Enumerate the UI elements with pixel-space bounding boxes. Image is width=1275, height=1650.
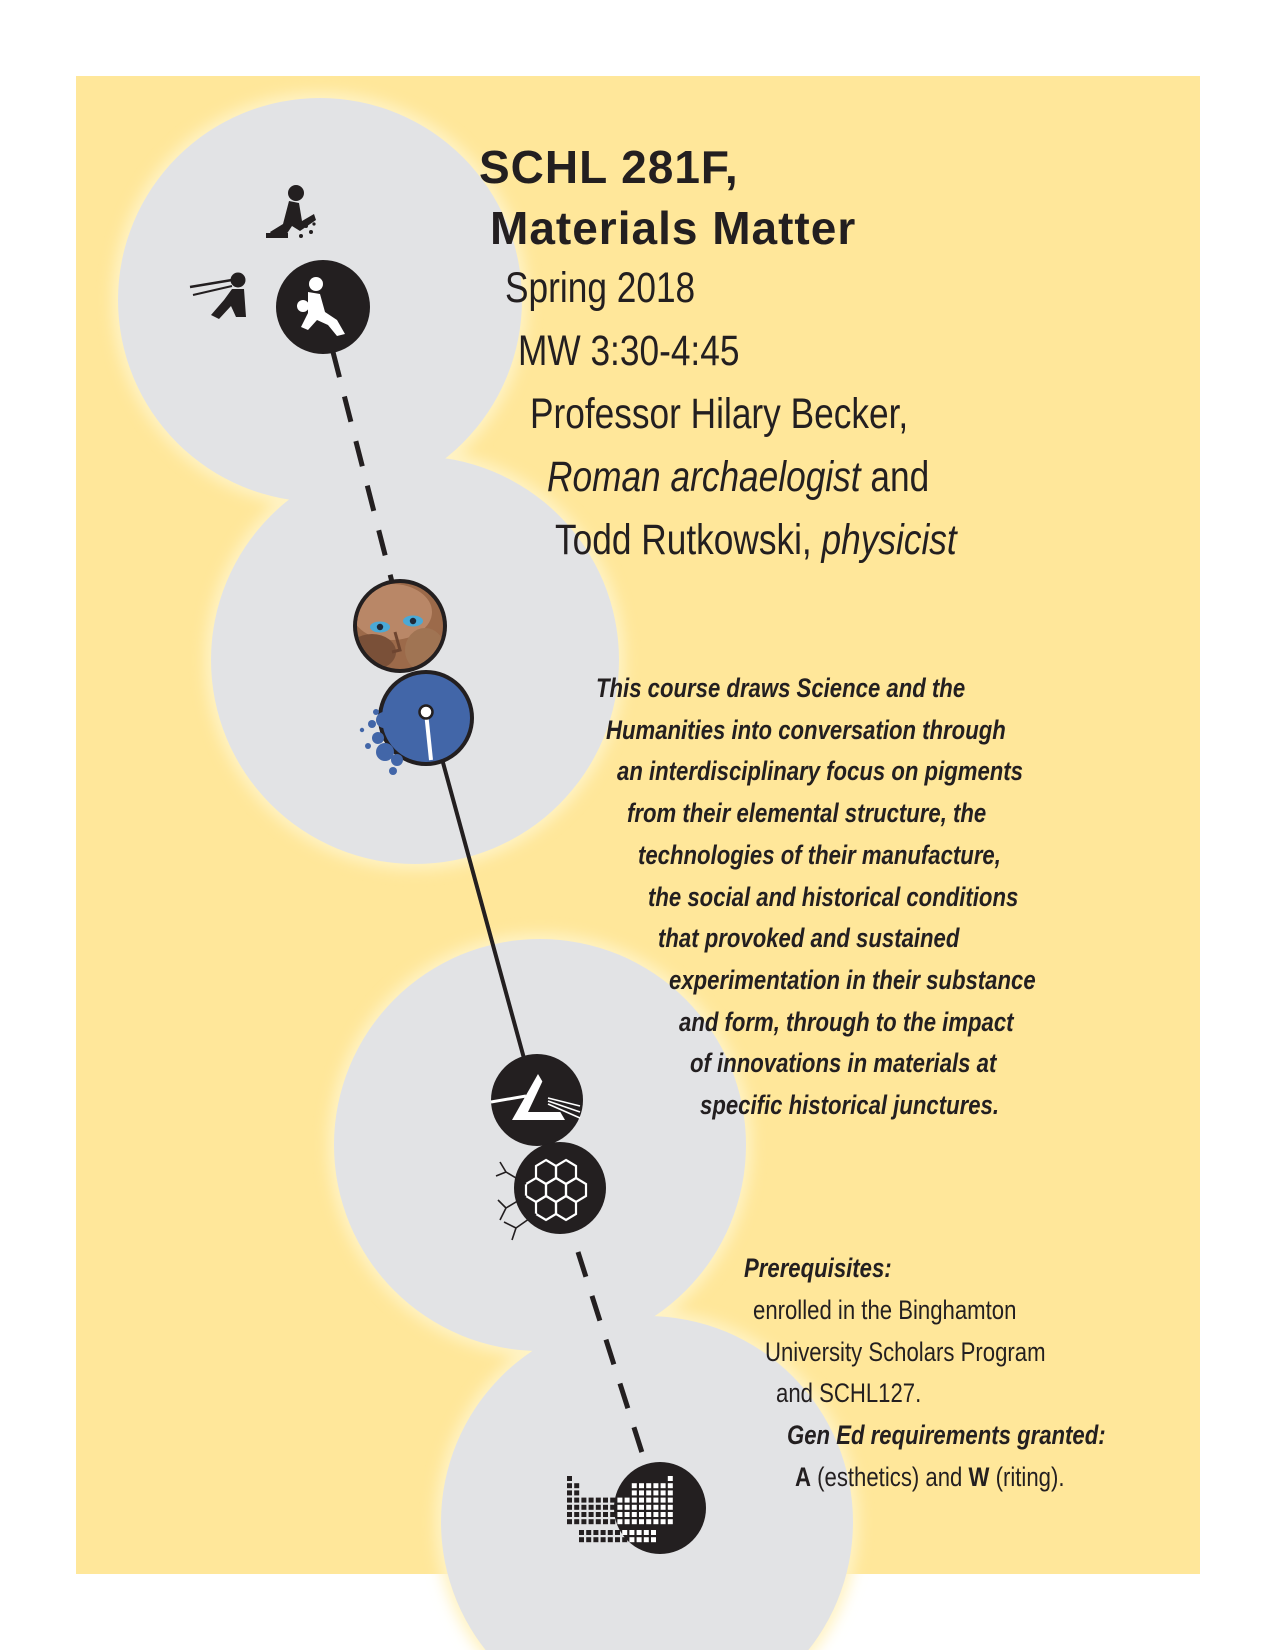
description-line: of innovations in materials at bbox=[689, 1048, 996, 1079]
gened-a-rest: (esthetics) and bbox=[817, 1462, 963, 1492]
glassblower-icon bbox=[276, 260, 370, 354]
description-line: This course draws Science and the bbox=[596, 673, 966, 703]
description-line: from their elemental structure, the bbox=[627, 798, 987, 829]
and-word: and bbox=[870, 453, 930, 501]
description-line: that provoked and sustained bbox=[658, 923, 960, 954]
second-instructor: Todd Rutkowski, bbox=[555, 516, 812, 564]
prerequisite-line-3: and SCHL127. bbox=[776, 1378, 922, 1408]
description-line: Humanities into conversation through bbox=[606, 714, 1007, 745]
course-code: SCHL 281F, bbox=[479, 141, 739, 193]
second-role: physicist bbox=[821, 516, 957, 564]
professor-role: Roman archaelogist bbox=[547, 453, 861, 501]
gened-detail bbox=[795, 1462, 1124, 1493]
description-line: experimentation in their substance bbox=[668, 964, 1036, 995]
gened-a-letter: A bbox=[795, 1462, 811, 1492]
prerequisite-line-2: University Scholars Program bbox=[765, 1337, 1046, 1367]
gened-w-letter: W bbox=[968, 1462, 990, 1492]
prerequisites-heading: Prerequisites: bbox=[744, 1253, 892, 1283]
course-term: Spring 2018 bbox=[505, 264, 696, 312]
description-line: technologies of their manufacture, bbox=[637, 839, 1001, 870]
professor-line: Professor Hilary Becker, bbox=[530, 390, 909, 438]
description-line: specific historical junctures. bbox=[700, 1090, 999, 1120]
professor-role-line bbox=[547, 453, 1013, 502]
description-line: and form, through to the impact bbox=[679, 1006, 1014, 1037]
prerequisite-line-1: enrolled in the Binghamton bbox=[753, 1295, 1017, 1325]
second-instructor-line bbox=[555, 516, 1045, 565]
description-line: the social and historical conditions bbox=[648, 881, 1019, 912]
course-schedule: MW 3:30-4:45 bbox=[518, 327, 740, 375]
gened-heading: Gen Ed requirements granted: bbox=[787, 1420, 1106, 1450]
description-line: an interdisciplinary focus on pigments bbox=[616, 756, 1023, 787]
prism-icon bbox=[491, 1054, 583, 1146]
gened-w-rest: (riting). bbox=[995, 1462, 1065, 1492]
course-name: Materials Matter bbox=[490, 202, 857, 254]
